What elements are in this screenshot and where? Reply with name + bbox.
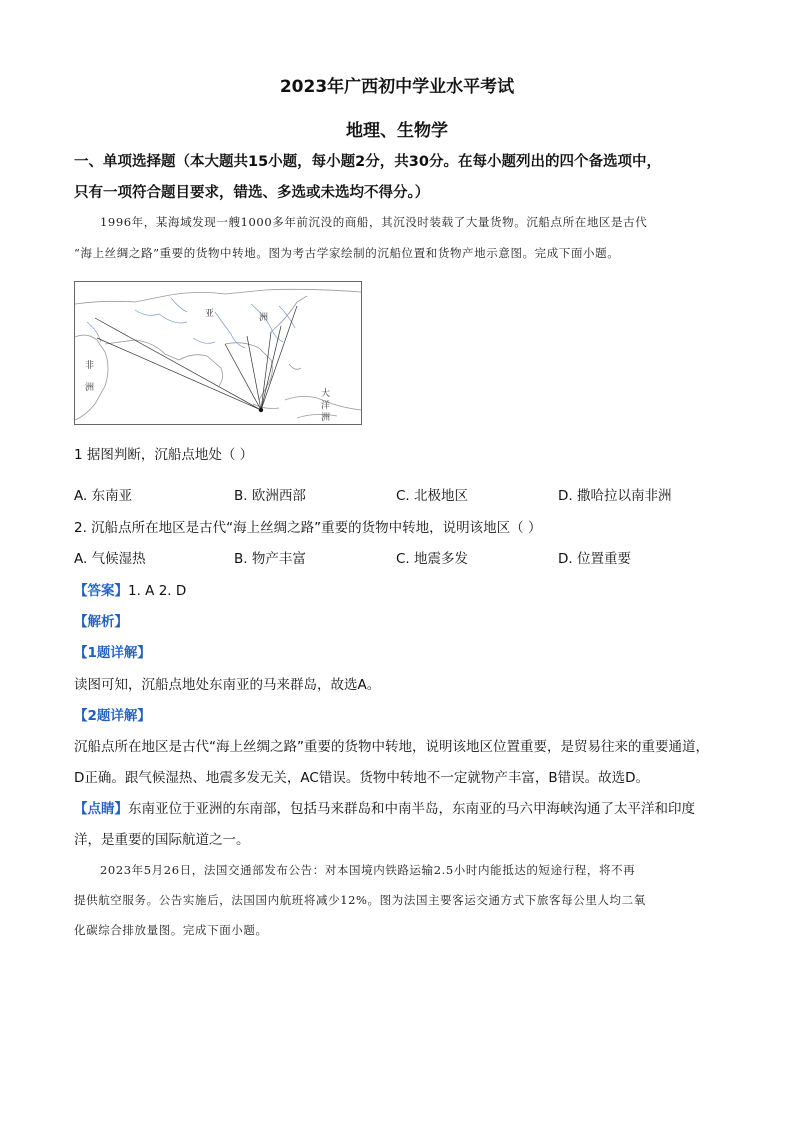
passage1-line1: 1996年，某海域发现一艘1000多年前沉没的商船，其沉没时装载了大量货物。沉船点所在地区是古代 [100, 215, 648, 229]
map-label-asia-1: 亚 [205, 309, 215, 319]
map-label-africa-1: 非 [85, 361, 95, 371]
exam-title: 2023年广西初中学业水平考试 [279, 77, 515, 97]
answer-tag: 【答案】 [74, 583, 128, 599]
map-label-asia-2: 洲 [259, 313, 269, 323]
answer-text: 1. A 2. D [128, 583, 187, 599]
tip-line2: 洋，是重要的国际航道之一。 [74, 832, 250, 848]
q1-option-c: C. 北极地区 [396, 488, 469, 504]
analysis-tag: 【解析】 [74, 614, 128, 630]
q1-option-b: B. 欧洲西部 [234, 488, 306, 504]
q2-option-d: D. 位置重要 [558, 551, 631, 567]
passage2-line3: 化碳综合排放量图。完成下面小题。 [74, 923, 268, 937]
passage2-line2: 提供航空服务。公告实施后，法国国内航班将减少12%。图为法国主要客运交通方式下旅客每公里人均二氧 [74, 893, 646, 907]
passage2-line1: 2023年5月26日，法国交通部发布公告：对本国境内铁路运输2.5小时内能抵达的短途行程，将不再 [100, 863, 636, 877]
section-heading-line2: 只有一项符合题目要求，错选、多选或未选均不得分。） [74, 185, 430, 201]
tip-line1 [74, 797, 695, 817]
q1-option-a: A. 东南亚 [74, 488, 133, 504]
q2-option-b: B. 物产丰富 [234, 551, 306, 567]
answer-line [74, 579, 186, 599]
map-label-oceania-3: 洲 [321, 413, 331, 423]
detail1-tag: 【1题详解】 [74, 645, 151, 661]
map-label-oceania-2: 洋 [321, 401, 331, 411]
tip-tag: 【点睛】 [74, 801, 128, 817]
detail1-text: 读图可知，沉船点地处东南亚的马来群岛，故选A。 [74, 677, 381, 693]
q2-stem: 2. 沉船点所在地区是古代“海上丝绸之路”重要的货物中转地，说明该地区（ ） [74, 520, 542, 536]
detail2-line1: 沉船点所在地区是古代“海上丝绸之路”重要的货物中转地，说明该地区位置重要，是贸易往来的重要通道， [74, 739, 709, 755]
shipwreck-map [74, 281, 362, 425]
q1-option-d: D. 撒哈拉以南非洲 [558, 488, 672, 504]
q2-option-c: C. 地震多发 [396, 551, 469, 567]
map-label-africa-2: 洲 [85, 383, 95, 393]
section-heading-line1: 一、单项选择题（本大题共15小题，每小题2分，共30分。在每小题列出的四个备选项中， [74, 154, 661, 170]
passage1-line2: “海上丝绸之路”重要的货物中转地。图为考古学家绘制的沉船位置和货物产地示意图。完成下面小题。 [74, 246, 620, 260]
detail2-tag: 【2题详解】 [74, 708, 151, 724]
tip-text-line1: 东南亚位于亚洲的东南部，包括马来群岛和中南半岛，东南亚的马六甲海峡沟通了太平洋和印度 [128, 801, 695, 817]
q1-stem: 1 据图判断，沉船点地处（ ） [74, 447, 254, 463]
map-label-oceania-1: 大 [321, 389, 331, 399]
exam-subtitle: 地理、生物学 [346, 121, 448, 141]
detail2-line2: D正确。跟气候湿热、地震多发无关，AC错误。货物中转地不一定就物产丰富，B错误。故选D。 [74, 770, 649, 786]
q2-option-a: A. 气候湿热 [74, 551, 146, 567]
